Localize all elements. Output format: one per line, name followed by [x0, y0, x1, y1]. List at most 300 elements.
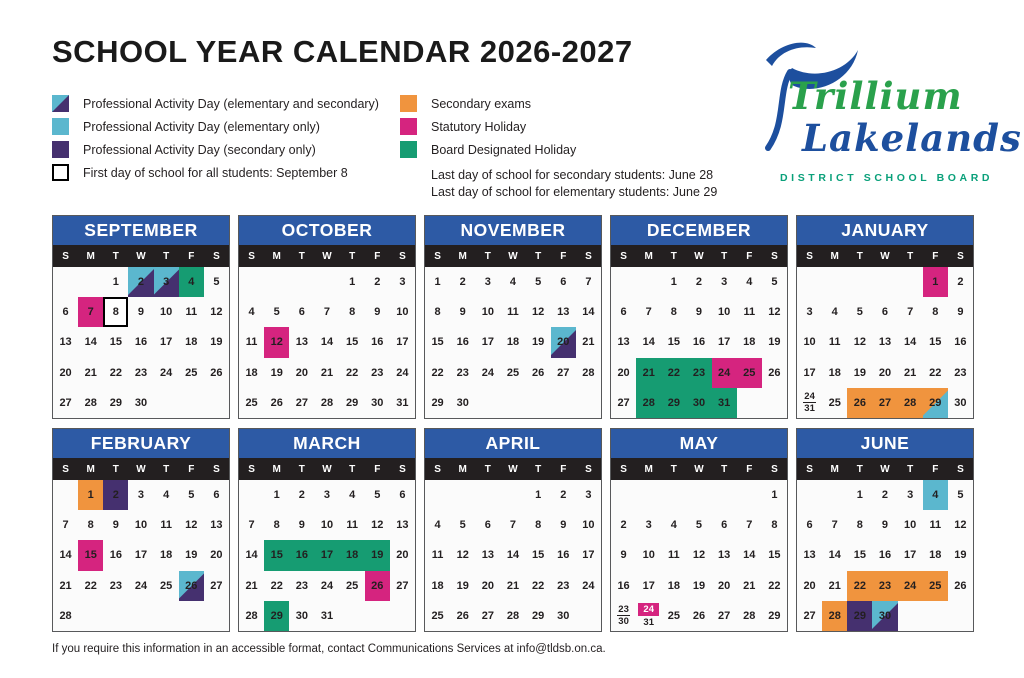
weekday-label: M: [458, 250, 467, 262]
weekday-label: T: [298, 463, 305, 475]
day-cell: 26: [692, 609, 706, 622]
day-cell: 29: [661, 388, 686, 418]
day-cell: 3: [645, 519, 652, 532]
empty-cell: [179, 388, 204, 418]
day-cell: 27: [59, 396, 72, 409]
day-cell: 15: [853, 549, 866, 562]
weekday-label: S: [620, 250, 627, 262]
day-cell: 2: [695, 276, 703, 289]
weekday-label: S: [434, 463, 441, 475]
day-cell: 13: [210, 519, 223, 532]
day-cell: 27: [617, 396, 630, 409]
footer-note: If you require this information in an accessible format, contact Communications Services at info@tldsb.on.ca.: [52, 643, 606, 655]
weekday-label: S: [620, 463, 627, 475]
weekday-label: S: [213, 250, 220, 262]
day-cell: 7: [831, 519, 838, 532]
weekday-label: W: [322, 250, 332, 262]
legend-item: [52, 92, 379, 115]
day-cell: 31: [396, 396, 409, 409]
weekday-label: S: [771, 250, 778, 262]
day-cell: 10: [582, 519, 595, 532]
day-cell: 14: [320, 336, 334, 349]
day-cell: 8: [535, 519, 542, 532]
day-cell: 21: [904, 366, 917, 379]
empty-cell: [103, 601, 128, 631]
empty-cell: [340, 601, 365, 631]
day-cell: 29: [264, 601, 289, 631]
month-november: [424, 215, 602, 419]
day-cell: 11: [929, 519, 942, 532]
month-march: [238, 428, 416, 632]
empty-cell: [797, 267, 822, 297]
day-cell: 27: [210, 579, 223, 592]
exam-swatch-icon: [400, 95, 417, 112]
day-cell: 16: [878, 549, 892, 562]
day-cell: 10: [160, 306, 173, 319]
weekday-label: T: [163, 463, 170, 475]
day-cell: 26: [365, 571, 390, 601]
weekday-label: S: [806, 463, 813, 475]
day-cell: 17: [314, 540, 339, 570]
weekday-label: M: [644, 463, 653, 475]
last-day-notes: [400, 167, 717, 201]
empty-cell: [898, 601, 923, 631]
day-cell: 7: [585, 276, 592, 289]
day-number: 31: [643, 617, 654, 629]
day-number: 23: [618, 604, 629, 615]
day-grid: [53, 480, 229, 631]
day-cell: 14: [582, 306, 595, 319]
day-cell: 7: [645, 306, 652, 319]
weekday-label: T: [856, 463, 863, 475]
month-title: OCTOBER: [239, 216, 415, 245]
day-cell: 4: [349, 489, 356, 502]
day-cell: 8: [273, 519, 280, 532]
day-cell: 3: [154, 267, 179, 297]
weekday-label: F: [746, 463, 753, 475]
day-cell: 12: [185, 519, 198, 532]
day-cell: 2: [128, 267, 153, 297]
weekday-label: F: [188, 250, 195, 262]
weekday-label: M: [272, 250, 281, 262]
day-cell: 27: [481, 609, 494, 622]
empty-cell: [204, 388, 229, 418]
weekday-label: F: [932, 463, 939, 475]
day-cell: 23: [686, 358, 711, 388]
weekday-label: T: [856, 250, 863, 262]
day-cell: 20: [718, 579, 731, 592]
day-cell: 1: [771, 489, 778, 502]
day-cell: 19: [270, 366, 283, 379]
day-cell: 16: [617, 579, 630, 592]
day-cell: 30: [557, 609, 570, 622]
day-cell: 17: [718, 336, 731, 349]
day-cell: 26: [210, 366, 223, 379]
day-cell: 9: [459, 306, 466, 319]
logo-trillium: Trillium: [788, 74, 963, 118]
day-cell: 9: [137, 306, 145, 319]
weekday-label: S: [62, 463, 69, 475]
empty-cell: [53, 480, 78, 510]
day-cell: 12: [264, 327, 289, 357]
weekday-label: W: [136, 250, 146, 262]
weekday-label: W: [322, 463, 332, 475]
day-cell: 8: [932, 306, 939, 319]
empty-cell: [128, 601, 153, 631]
day-number: 24: [638, 603, 659, 616]
day-cell: 18: [743, 336, 756, 349]
day-cell: 11: [346, 519, 358, 532]
day-cell: 29: [431, 396, 444, 409]
weekday-label: M: [272, 463, 281, 475]
empty-cell: [154, 388, 179, 418]
day-cell: 4: [923, 480, 948, 510]
day-cell: 10: [718, 306, 731, 319]
weekday-label: M: [830, 463, 839, 475]
weekday-label: S: [585, 250, 592, 262]
day-cell: 21: [636, 358, 661, 388]
day-number: 24: [804, 391, 815, 402]
day-cell: 27: [718, 609, 731, 622]
day-cell: 23: [872, 571, 897, 601]
day-cell: 13: [295, 336, 308, 349]
empty-cell: [204, 601, 229, 631]
weekday-label: F: [746, 250, 753, 262]
legend-label: Statutory Holiday: [431, 119, 527, 134]
day-cell: 4: [670, 519, 677, 532]
day-cell: 1: [923, 267, 948, 297]
day-cell: 19: [185, 549, 198, 562]
day-cell: 19: [853, 366, 866, 379]
day-cell: 18: [431, 579, 444, 592]
month-april: [424, 428, 602, 632]
empty-cell: [797, 480, 822, 510]
day-cell: 17: [160, 336, 173, 349]
weekday-label: M: [644, 250, 653, 262]
day-cell: 5: [957, 489, 964, 502]
day-cell: 20: [878, 366, 892, 379]
day-cell: 14: [904, 336, 917, 349]
day-cell: 5: [188, 489, 195, 502]
day-cell: 7: [62, 519, 69, 532]
day-cell: 13: [617, 336, 630, 349]
day-cell: 15: [667, 336, 680, 349]
day-cell: 4: [179, 267, 204, 297]
day-cell: 28: [822, 601, 847, 631]
day-cell: 14: [59, 549, 72, 562]
day-cell: 9: [298, 519, 305, 532]
day-cell: 19: [954, 549, 967, 562]
weekday-label: T: [535, 250, 542, 262]
day-cell: 28: [59, 609, 72, 622]
day-cell: 12: [853, 336, 866, 349]
day-cell: 3: [137, 489, 145, 502]
day-cell: 30: [872, 601, 897, 631]
day-cell: 24: [134, 579, 148, 592]
day-cell: 7: [78, 297, 103, 327]
empty-cell: [526, 388, 551, 418]
day-cell: 25: [185, 366, 198, 379]
board-logo: [752, 30, 1022, 195]
day-cell: 14: [84, 336, 97, 349]
day-cell: 7: [746, 519, 753, 532]
day-cell: 1: [434, 276, 441, 289]
day-cell: 16: [692, 336, 706, 349]
day-cell: 21: [828, 579, 841, 592]
empty-cell: [475, 480, 500, 510]
day-cell: 2: [374, 276, 381, 289]
day-cell: 3: [323, 489, 331, 502]
day-cell: 6: [806, 519, 813, 532]
day-cell: 29: [532, 609, 545, 622]
empty-cell: [737, 388, 762, 418]
day-cell: 22: [84, 579, 97, 592]
day-cell: 22: [270, 579, 283, 592]
weekday-label: F: [188, 463, 195, 475]
day-cell: 4: [831, 306, 838, 319]
month-title: JANUARY: [797, 216, 973, 245]
day-cell: 23: [134, 366, 148, 379]
empty-cell: [425, 480, 450, 510]
month-title: DECEMBER: [611, 216, 787, 245]
day-cell: 21: [59, 579, 72, 592]
month-title: APRIL: [425, 429, 601, 458]
day-cell: 29: [923, 388, 948, 418]
weekday-label: S: [248, 463, 255, 475]
weekday-label: S: [771, 463, 778, 475]
day-cell: 20: [551, 327, 576, 357]
day-cell: 28: [898, 388, 923, 418]
weekday-label: T: [349, 250, 356, 262]
day-cell: 22: [929, 366, 942, 379]
board-swatch-icon: [400, 141, 417, 158]
day-cell: 18: [828, 366, 841, 379]
day-cell: 14: [506, 549, 520, 562]
empty-cell: [576, 601, 601, 631]
weekday-label: T: [670, 463, 677, 475]
day-cell: 9: [957, 306, 964, 319]
day-cell: 18: [245, 366, 258, 379]
day-cell: 18: [185, 336, 198, 349]
legend-label: Professional Activity Day (elementary only): [83, 119, 320, 134]
day-cell: 29: [847, 601, 872, 631]
day-cell: 5: [273, 306, 280, 319]
day-cell: 26: [768, 366, 781, 379]
day-cell: 15: [78, 540, 103, 570]
day-cell: 3: [907, 489, 914, 502]
day-grid: [611, 480, 787, 631]
day-cell: 15: [768, 549, 781, 562]
weekday-row: [797, 458, 973, 480]
day-cell: 5: [695, 519, 703, 532]
day-cell: 9: [374, 306, 381, 319]
day-cell: 16: [109, 549, 122, 562]
weekday-label: S: [957, 250, 964, 262]
day-cell: 1: [856, 489, 863, 502]
day-cell: 1: [349, 276, 356, 289]
day-cell: 7: [907, 306, 914, 319]
empty-cell: [822, 267, 847, 297]
day-cell: 6: [484, 519, 491, 532]
day-cell: 3: [806, 306, 813, 319]
day-cell: 14: [642, 336, 655, 349]
weekday-label: T: [349, 463, 356, 475]
month-february: [52, 428, 230, 632]
day-cell: 12: [954, 519, 967, 532]
month-september: [52, 215, 230, 419]
day-cell: 15: [929, 336, 942, 349]
month-may: [610, 428, 788, 632]
day-cell: 12: [692, 549, 706, 562]
legend-left: [52, 92, 379, 184]
day-cell: 28: [84, 396, 97, 409]
weekday-label: M: [86, 250, 95, 262]
day-cell: 7: [509, 519, 517, 532]
day-cell: 3: [399, 276, 406, 289]
first-swatch-icon: [52, 164, 69, 181]
empty-cell: [154, 601, 179, 631]
weekday-row: [239, 458, 415, 480]
weekday-label: W: [694, 250, 704, 262]
day-cell: 29: [346, 396, 359, 409]
month-title: MARCH: [239, 429, 415, 458]
day-cell: 15: [346, 336, 359, 349]
empty-cell: [898, 267, 923, 297]
empty-cell: [179, 601, 204, 631]
weekday-label: W: [508, 463, 518, 475]
weekday-row: [611, 458, 787, 480]
day-cell: 22: [768, 579, 781, 592]
day-cell: 25: [346, 579, 359, 592]
empty-cell: [239, 480, 264, 510]
weekday-label: S: [248, 250, 255, 262]
day-cell: 6: [560, 276, 567, 289]
empty-cell: [686, 480, 711, 510]
month-january: [796, 215, 974, 419]
empty-cell: [822, 480, 847, 510]
day-cell: 21: [84, 366, 97, 379]
empty-cell: [551, 388, 576, 418]
weekday-label: S: [434, 250, 441, 262]
day-cell: 27: [872, 388, 897, 418]
empty-cell: [712, 480, 737, 510]
day-cell: 21: [245, 579, 258, 592]
month-october: [238, 215, 416, 419]
day-cell: 5: [213, 276, 220, 289]
weekday-label: M: [458, 463, 467, 475]
legend-item: [400, 92, 717, 115]
day-cell: 8: [856, 519, 863, 532]
day-cell: 14: [828, 549, 841, 562]
day-cell: 7: [248, 519, 255, 532]
day-cell: 4: [509, 276, 517, 289]
day-cell: 13: [803, 549, 816, 562]
day-cell: 16: [456, 336, 469, 349]
day-number: 30: [618, 616, 629, 628]
empty-cell: [661, 480, 686, 510]
pa_both-swatch-icon: [52, 95, 69, 112]
weekday-label: W: [880, 463, 890, 475]
weekday-label: S: [806, 250, 813, 262]
weekday-label: S: [399, 463, 406, 475]
day-cell: 19: [210, 336, 223, 349]
weekday-label: T: [163, 250, 170, 262]
weekday-label: T: [484, 463, 491, 475]
day-cell: 11: [185, 306, 198, 319]
day-cell: 24: [712, 358, 737, 388]
day-cell: 20: [481, 579, 494, 592]
day-cell-stacked: [636, 601, 661, 631]
day-cell: 25: [506, 366, 520, 379]
day-cell: 21: [582, 336, 595, 349]
empty-cell: [365, 601, 390, 631]
day-cell: 8: [87, 519, 94, 532]
empty-cell: [948, 601, 973, 631]
last-day-note: Last day of school for elementary students: June 29: [431, 185, 718, 199]
weekday-label: S: [585, 463, 592, 475]
day-cell-stacked: [797, 388, 822, 418]
day-cell: 13: [59, 336, 72, 349]
day-cell: 11: [743, 306, 756, 319]
legend-label: Board Designated Holiday: [431, 142, 577, 157]
day-cell: 9: [695, 306, 703, 319]
empty-cell: [289, 267, 314, 297]
day-cell: 19: [692, 579, 706, 592]
day-cell: 29: [768, 609, 781, 622]
weekday-label: F: [932, 250, 939, 262]
empty-cell: [390, 601, 415, 631]
legend-item: [400, 138, 717, 161]
weekday-label: M: [86, 463, 95, 475]
weekday-label: F: [560, 463, 567, 475]
day-cell: 6: [620, 306, 627, 319]
day-cell: 1: [78, 480, 103, 510]
day-cell: 16: [371, 336, 384, 349]
weekday-label: T: [907, 250, 914, 262]
empty-cell: [611, 267, 636, 297]
day-cell: 18: [929, 549, 942, 562]
day-cell: 10: [803, 336, 816, 349]
weekday-label: T: [535, 463, 542, 475]
day-cell: 30: [295, 609, 308, 622]
day-cell: 21: [743, 579, 756, 592]
logo-district-school-board: DISTRICT SCHOOL BOARD: [780, 172, 994, 184]
weekday-label: T: [721, 250, 728, 262]
day-cell: 20: [59, 366, 72, 379]
day-cell: 30: [371, 396, 384, 409]
day-cell: 15: [532, 549, 545, 562]
empty-cell: [500, 480, 525, 510]
day-cell: 18: [160, 549, 173, 562]
day-grid: [53, 267, 229, 418]
month-december: [610, 215, 788, 419]
day-cell: 10: [904, 519, 917, 532]
empty-cell: [500, 388, 525, 418]
day-cell: 13: [718, 549, 731, 562]
months-grid: [52, 215, 974, 632]
day-cell: 17: [481, 336, 494, 349]
weekday-label: S: [62, 250, 69, 262]
weekday-label: W: [136, 463, 146, 475]
day-cell: 22: [532, 579, 545, 592]
day-cell: 6: [213, 489, 220, 502]
day-cell: 4: [163, 489, 170, 502]
day-cell: 25: [737, 358, 762, 388]
day-cell: 30: [954, 396, 967, 409]
pa_elem-swatch-icon: [52, 118, 69, 135]
weekday-label: F: [374, 463, 381, 475]
empty-cell: [475, 388, 500, 418]
